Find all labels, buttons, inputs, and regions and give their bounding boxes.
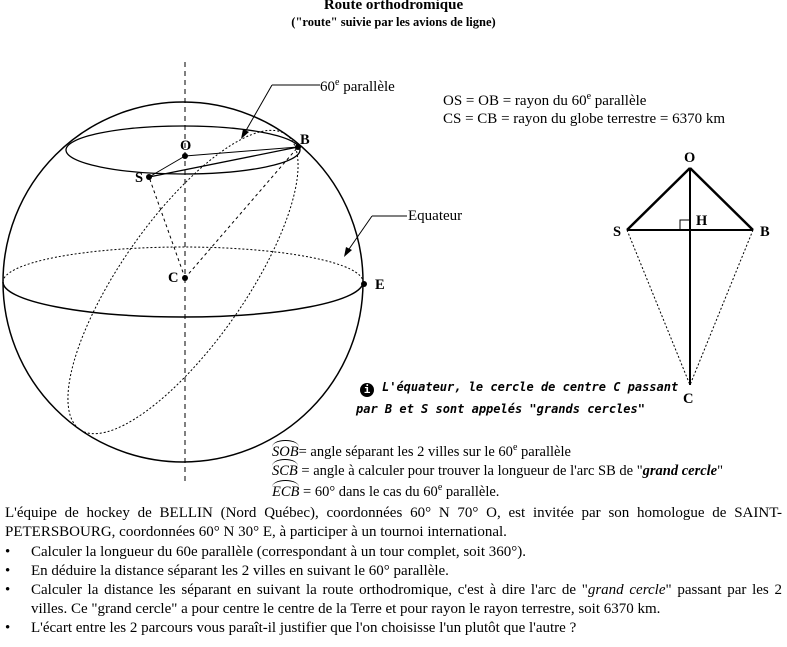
- label-B: B: [300, 132, 310, 148]
- great-circles-note: i L'équateur, le cercle de centre C passant: [360, 380, 678, 397]
- segment-SC: [627, 230, 690, 385]
- definition-radius-parallel: OS = OB = rayon du 60e parallèle: [443, 91, 647, 109]
- definition-radius-globe: CS = CB = rayon du globe terrestre = 6370 km: [443, 111, 726, 127]
- question-2: • En déduire la distance séparant les 2 villes en suivant le 60° parallèle.: [5, 563, 449, 579]
- great-circles-note-2: par B et S sont appelés "grands cercles": [356, 402, 645, 416]
- label-C: C: [168, 270, 179, 286]
- angle-scb-line: SCB = angle à calculer pour trouver la longueur de l'arc SB de "grand cercle": [272, 463, 724, 479]
- tri-label-O: O: [684, 150, 696, 166]
- question-1: • Calculer la longueur du 60e parallèle (correspondant à un tour complet, soit 360°).: [5, 544, 527, 560]
- tri-label-H: H: [696, 213, 708, 229]
- triangle-diagram: [600, 140, 787, 410]
- point-S-dot: [146, 174, 152, 180]
- intro-paragraph: L'équipe de hockey de BELLIN (Nord Québec), coordonnées 60° N 70° O, est invitée par son homologue de SAINT-PETERSBOURG, coordonnées 60° N 30° E, à participer à un tournoi international.: [5, 505, 782, 540]
- question-4: • L'écart entre les 2 parcours vous paraît-il justifier que l'on choisisse l'un plutôt que l'autre ?: [5, 620, 577, 636]
- label-S: S: [135, 170, 144, 186]
- parallel-label: 60e parallèle: [320, 77, 395, 95]
- segment-OS: [627, 168, 690, 230]
- tri-label-C: C: [683, 391, 694, 407]
- equator-label: Equateur: [408, 208, 463, 224]
- page-title: Route orthodromique: [323, 0, 464, 13]
- point-E-dot: [361, 281, 367, 287]
- tri-label-B: B: [760, 224, 770, 240]
- angle-ecb-symbol: ECB: [272, 483, 300, 500]
- tri-label-S: S: [613, 224, 622, 240]
- angle-sob-symbol: SOB: [272, 443, 299, 460]
- question-3: • Calculer la distance les séparant en suivant la route orthodromique, c'est à dire l'arc de "grand cercle" passant par les 2 villes. Ce "grand cercle" a pour centre le centre de la Terre et pour rayon le rayon terrestre, soit 6370 km.: [5, 582, 782, 617]
- equator-pointer-arrow: [344, 247, 352, 257]
- equator-front: [3, 282, 363, 317]
- label-O: O: [180, 138, 192, 154]
- radius-OB: [185, 147, 298, 156]
- segment-BC: [690, 230, 753, 385]
- page-subtitle: ("route" suivie par les avions de ligne): [291, 15, 496, 29]
- point-C-dot: [182, 275, 188, 281]
- angle-ecb-line: ECB = 60° dans le cas du 60e parallèle.: [272, 482, 500, 500]
- angle-sob-line: SOB= angle séparant les 2 villes sur le 60e parallèle: [272, 442, 571, 460]
- globe-diagram: [0, 40, 463, 485]
- radius-CS: [149, 177, 185, 278]
- info-icon: i: [360, 383, 374, 397]
- angle-scb-symbol: SCB: [272, 463, 298, 479]
- label-E: E: [375, 277, 385, 293]
- parallel-pointer-line-2: [244, 85, 272, 134]
- right-angle-marker: [680, 220, 690, 230]
- question-list: [5, 543, 782, 638]
